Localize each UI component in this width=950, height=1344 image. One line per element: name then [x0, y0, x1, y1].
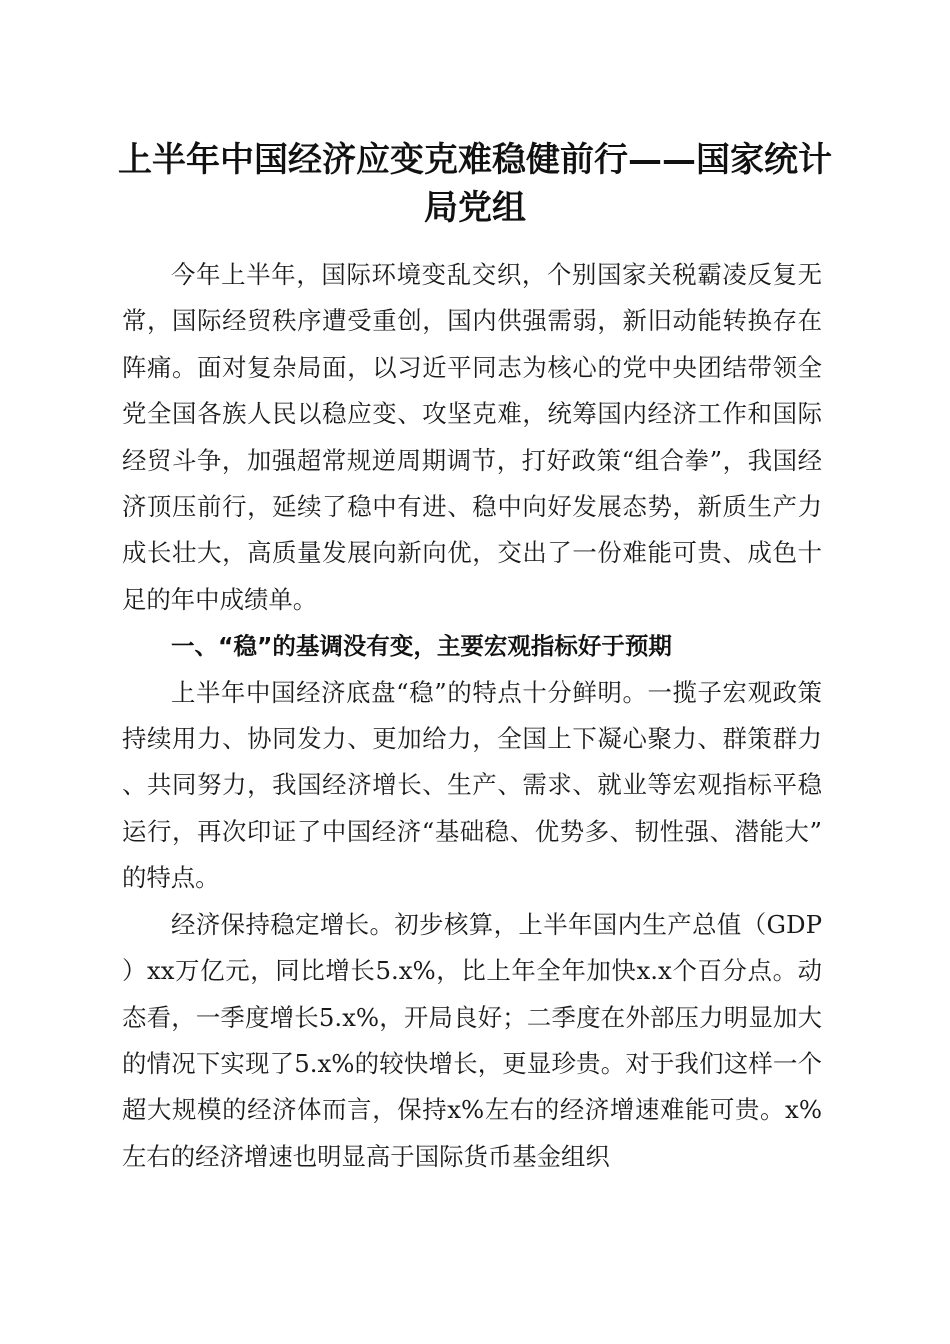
document-body — [122, 252, 822, 1180]
document-title: 上半年中国经济应变克难稳健前行——国家统计局党组 — [118, 140, 832, 228]
intro-paragraph: 今年上半年，国际环境变乱交织，个别国家关税霸凌反复无常，国际经贸秩序遭受重创，国内供强需弱，新旧动能转换存在阵痛。面对复杂局面，以习近平同志为核心的党中央团结带领全党全国各族人民以稳应变、攻坚克难，统筹国内经济工作和国际经贸斗争，加强超常规逆周期调节，打好政策“组合拳”，我国经济顶压前行，延续了稳中有进、稳中向好发展态势，新质生产力成长壮大，高质量发展向新向优，交出了一份难能可贵、成色十足的年中成绩单。 — [122, 260, 822, 614]
section-paragraph-1: 上半年中国经济底盘“稳”的特点十分鲜明。一揽子宏观政策持续用力、协同发力、更加给力，全国上下凝心聚力、群策群力、共同努力，我国经济增长、生产、需求、就业等宏观指标平稳运行，再次印证了中国经济“基础稳、优势多、韧性强、潜能大”的特点。 — [122, 677, 822, 893]
section-heading: 一、“稳”的基调没有变，主要宏观指标好于预期 — [171, 632, 672, 661]
section-paragraph-2: 经济保持稳定增长。初步核算，上半年国内生产总值（GDP）xx万亿元，同比增长5.x%，比上年全年加快x.x个百分点。动态看，一季度增长5.x%，开局良好；二季度在外部压力明显加大的情况下实现了5.x%的较快增长，更显珍贵。对于我们这样一个超大规模的经济体而言，保持x%左右的经济增速难能可贵。x%左右的经济增速也明显高于国际货币基金组织 — [122, 909, 822, 1171]
